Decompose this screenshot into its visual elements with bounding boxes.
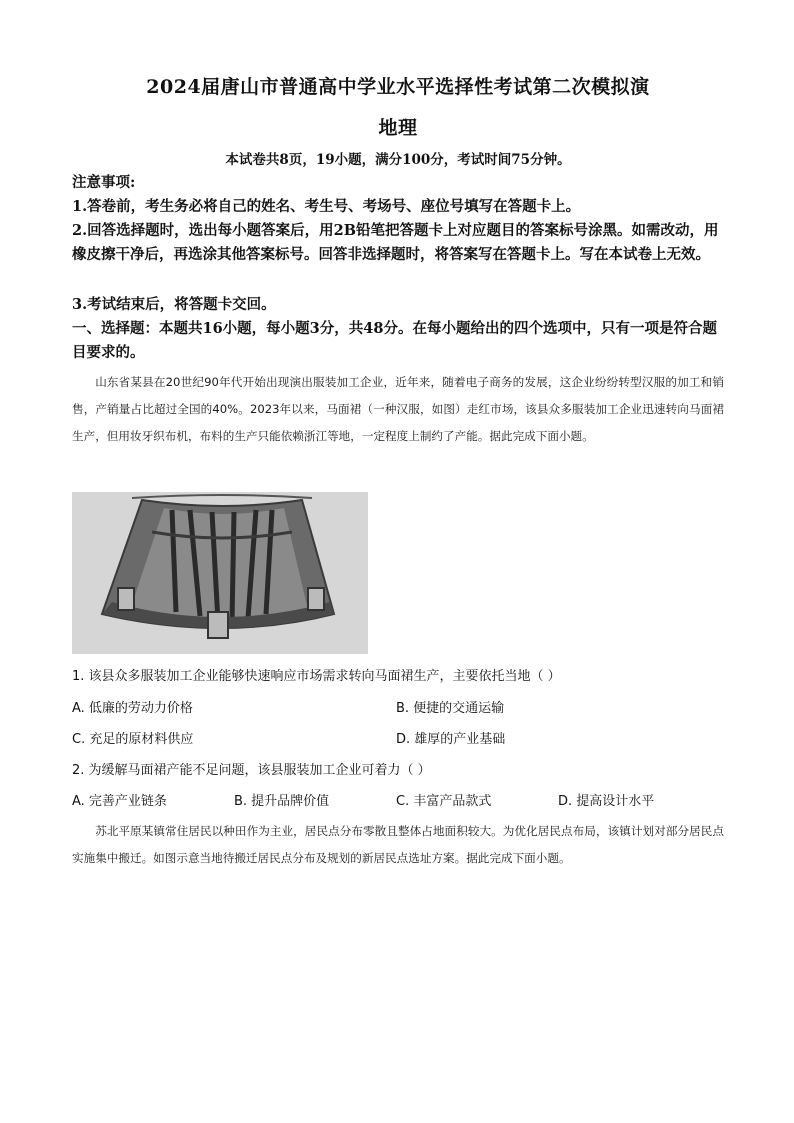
question-2-stem: 2. 为缓解马面裙产能不足问题，该县服装加工企业可着力（ ） (72, 763, 431, 778)
q1-option-c[interactable]: C. 充足的原材料供应 (72, 732, 194, 747)
passage-1: 山东省某县在20世纪90年代开始出现演出服装加工企业，近年来，随着电子商务的发展，这企业纷纷转型汉服的加工和销售，产销量占比超过全国的40%。2023年以来，马面裙（一种汉服，如图）走红市场，该县众多服装加工企业迅速转向马面裙生产，但用妆牙织布机，布料的生产只能依赖浙江等地，一定程度上制约了产能。据此完成下面小题。 (72, 375, 724, 443)
section-1-heading: 一、选择题：本题共16小题，每小题3分，共48分。在每小题给出的四个选项中，只有一项是符合题目要求的。 (72, 320, 717, 361)
notes-item-2: 2.回答选择题时，选出每小题答案后，用2B铅笔把答题卡上对应题目的答案标号涂黑。如需改动，用橡皮擦干净后，再选涂其他答案标号。回答非选择题时，将答案写在答题卡上。写在本试卷上无效。 (72, 222, 719, 263)
exam-title: 2024届唐山市普通高中学业水平选择性考试第二次模拟演 (146, 76, 650, 98)
notes-item-3: 3.考试结束后，将答题卡交回。 (72, 296, 276, 313)
exam-meta: 本试卷共8页，19小题，满分100分，考试时间75分钟。 (225, 152, 571, 168)
q1-option-b[interactable]: B. 便捷的交通运输 (396, 701, 505, 716)
q2-option-d[interactable]: D. 提高设计水平 (558, 794, 655, 809)
q2-option-a[interactable]: A. 完善产业链条 (72, 794, 167, 809)
notes-item-1: 1.答卷前，考生务必将自己的姓名、考生号、考场号、座位号填写在答题卡上。 (72, 198, 581, 215)
question-1-stem: 1. 该县众多服装加工企业能够快速响应市场需求转向马面裙生产，主要依托当地（ ） (72, 669, 561, 684)
q1-option-d[interactable]: D. 雄厚的产业基础 (396, 732, 506, 747)
notes-heading: 注意事项: (72, 174, 136, 191)
passage-2: 苏北平原某镇常住居民以种田作为主业，居民点分布零散且整体占地面积较大。为优化居民点布局，该镇计划对部分居民点实施集中搬迁。如图示意当地待搬迁居民点分布及规划的新居民点选址方案。据此完成下面小题。 (72, 824, 724, 865)
exam-subject: 地理 (378, 117, 418, 139)
q2-option-c[interactable]: C. 丰富产品款式 (396, 794, 492, 809)
q2-option-b[interactable]: B. 提升品牌价值 (234, 794, 330, 809)
mamian-skirt-photo (72, 492, 368, 654)
q1-option-a[interactable]: A. 低廉的劳动力价格 (72, 701, 193, 716)
skirt-illustration (72, 492, 368, 654)
